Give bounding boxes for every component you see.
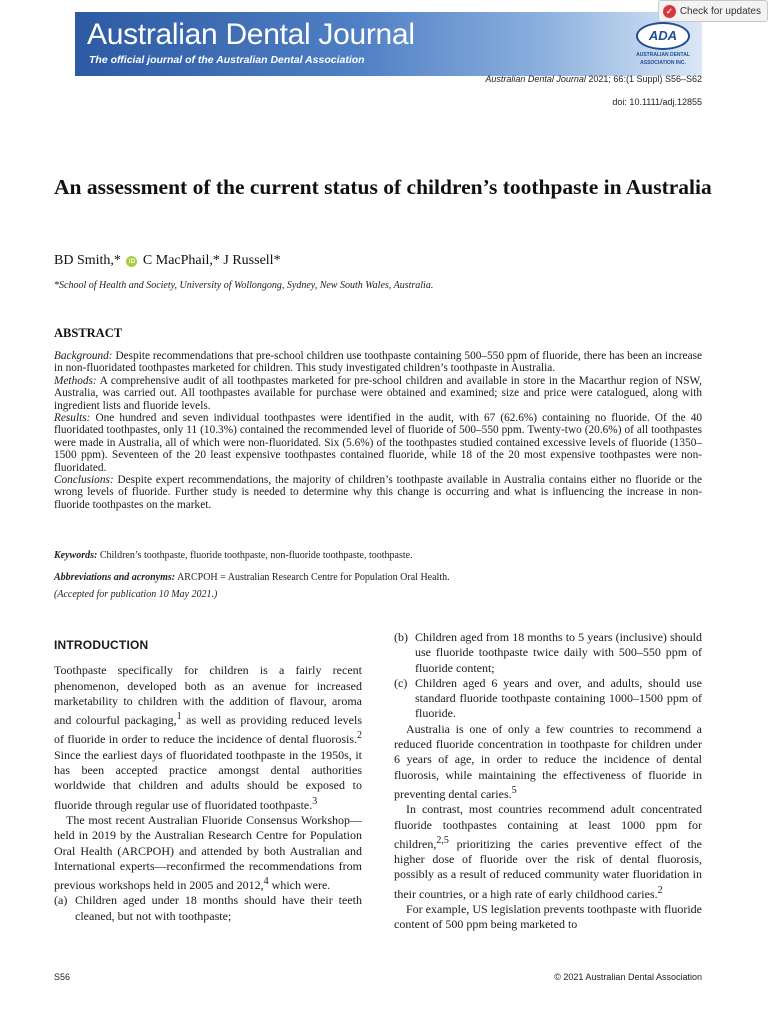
intro-p1-text-c: Since the earliest days of fluoridated toothpaste in the 1950s, it has been accepted practice amongst dental authorities worldwide that children and adults should be exposed to fluoride through regular use of fluoridated toothpaste.: [54, 747, 362, 812]
conclusions-text: Despite expert recommendations, the majority of children’s toothpaste available in Australia contains either no fluoride or the wrong levels of fluoride. Further study is needed to determine why this change is occurring and what is influencing the increase in non-fluoride toothpastes on the market.: [54, 474, 702, 511]
background-text: Despite recommendations that pre-school children use toothpaste containing 500–550 ppm of fluoride, there has been an increase in non-fluoridated toothpastes marketed for children. This study investigated children’s toothpaste in Australia.: [54, 350, 702, 375]
intro-p1-text-a: Toothpaste specifically for children is a fairly recent phenomenon, developed both as an avenue for increased marketability to children with the addition of flavour, aroma and colourful packaging,: [54, 663, 362, 728]
introduction-heading: INTRODUCTION: [54, 638, 149, 652]
author-macphail-russell[interactable]: C MacPhail,* J Russell*: [142, 253, 281, 268]
intro-paragraph-3: [394, 722, 702, 802]
check-updates-label: Check for updates: [679, 5, 761, 17]
body-column-right: [394, 630, 702, 933]
keywords: [54, 550, 702, 561]
methods-label: Methods:: [54, 374, 97, 387]
accepted-date: (Accepted for publication 10 May 2021.): [54, 589, 218, 600]
intro-p2-text-b: which were.: [268, 878, 331, 893]
page-number: S56: [54, 972, 71, 982]
intro-p4-text-a: In contrast, most countries recommend adult concentrated fluoride toothpastes containing at least 1000 ppm for children,: [394, 802, 702, 851]
journal-header-band: [75, 12, 702, 76]
keywords-text: Children’s toothpaste, fluoride toothpaste, non-fluoride toothpaste, toothpaste.: [97, 550, 413, 561]
list-marker: (b): [394, 630, 408, 644]
abstract-heading: ABSTRACT: [54, 326, 123, 340]
intro-p4-text-b: prioritizing the caries preventive effect of the higher dose of fluoride over the risk of dental fluorosis, possibly as a result of reduced community water fluoridation in their countries, or a high rate of early childhood caries.: [394, 836, 702, 901]
citation-ref[interactable]: 4: [263, 876, 269, 888]
journal-tagline: The official journal of the Australian Dental Association: [89, 54, 365, 66]
abbreviations-text: ARCPOH = Australian Research Centre for Population Oral Health.: [175, 572, 450, 583]
list-item-text: Children aged 6 years and over, and adults, should use standard fluoride toothpaste containing 1000–1500 ppm of fluoride.: [415, 675, 702, 721]
abbreviations: [54, 572, 702, 583]
ada-logo: [634, 22, 692, 66]
orcid-icon[interactable]: iD: [126, 256, 137, 267]
citation-ref[interactable]: 3: [312, 795, 318, 807]
abstract-methods: [54, 375, 702, 412]
author-list: [54, 253, 281, 269]
body-column-left: [54, 630, 362, 924]
doi-link[interactable]: doi: 10.1111/adj.12855: [612, 97, 702, 107]
citation-volume: 2021; 66:(1 Suppl) S56–S62: [585, 74, 702, 84]
journal-name: Australian Dental Journal: [87, 18, 415, 51]
ada-logo-subtitle-1: AUSTRALIAN DENTAL: [636, 52, 690, 58]
citation-journal: Australian Dental Journal: [485, 74, 586, 84]
abbreviations-label: Abbreviations and acronyms:: [54, 572, 176, 583]
keywords-label: Keywords:: [54, 550, 98, 561]
check-for-updates-button[interactable]: [658, 0, 768, 22]
ada-logo-mark: ADA: [636, 22, 690, 50]
citation-ref[interactable]: 2: [357, 730, 362, 742]
intro-p3-text: Australia is one of only a few countries to recommend a reduced fluoride concentration in toothpaste for children under 6 years of age, in order to reduce the incidence of dental fluorosis, while maintaining the effectiveness of fluoride in preventing dental caries.: [394, 721, 702, 801]
citation-ref[interactable]: 2,5: [436, 834, 449, 846]
methods-text: A comprehensive audit of all toothpastes marketed for pre-school children and available in store in the Macarthur region of NSW, Australia, was carried out. All toothpastes available for purchase were obtained and examined; size and price were catalogued, along with ingredient lists and fluoride levels.: [54, 374, 702, 412]
citation-line: [485, 74, 702, 84]
intro-paragraph-1: [54, 663, 362, 813]
recommendation-item-b: [394, 630, 702, 676]
author-affiliation: *School of Health and Society, University of Wollongong, Sydney, New South Wales, Australia.: [54, 280, 434, 291]
list-item-text: Children aged under 18 months should have their teeth cleaned, but not with toothpaste;: [75, 893, 362, 923]
abstract-results: [54, 412, 702, 474]
intro-paragraph-5: For example, US legislation prevents toothpaste with fluoride content of 500 ppm being marketed to: [394, 902, 702, 932]
intro-paragraph-2: [54, 813, 362, 893]
citation-ref[interactable]: 1: [176, 711, 182, 723]
intro-p1-text-b: as well as providing reduced levels of fluoride in order to reduce the incidence of dental fluorosis.: [54, 713, 363, 747]
recommendation-item-a: [54, 893, 362, 924]
check-updates-icon: ✓: [663, 5, 676, 18]
copyright: © 2021 Australian Dental Association: [554, 972, 702, 982]
list-marker: (a): [54, 893, 68, 908]
list-item-text: Children aged from 18 months to 5 years (inclusive) should use fluoride toothpaste twice daily with 500–550 ppm of fluoride content;: [415, 630, 702, 675]
author-smith[interactable]: BD Smith,*: [54, 253, 121, 268]
abstract-conclusions: [54, 474, 702, 511]
recommendation-item-c: [394, 676, 702, 722]
list-marker: (c): [394, 675, 408, 690]
ada-logo-subtitle-2: ASSOCIATION INC.: [640, 60, 686, 66]
citation-ref[interactable]: 5: [511, 784, 517, 796]
results-text: One hundred and seven individual toothpastes were identified in the audit, with 67 (62.6%) containing no fluoride. Of the 40 fluoridated toothpastes, only 11 (10.3%) contained the recommended level of fluoride of 500–550 ppm. Twenty-two (20.6%) of all toothpastes were made in Australia, all of which were non-fluoridated. Six (5.6%) of the toothpastes studied contained excessive levels of fluoride (1350–1500 ppm). Seventeen of the 20 least expensive toothpastes contained fluoride, while 18 of the 20 most expensive toothpastes were non-fluoridated.: [54, 412, 702, 474]
intro-p2-text-a: The most recent Australian Fluoride Consensus Workshop—held in 2019 by the Australian Research Centre for Population Oral Health (ARCPOH) and attended by both Australian and International experts—reconfirmed the recommendations from previous workshops held in 2005 and 2012,: [54, 812, 362, 893]
abstract-body: [54, 350, 702, 511]
abstract-background: [54, 350, 702, 375]
intro-paragraph-4: [394, 802, 702, 902]
results-label: Results:: [54, 412, 91, 425]
article-title: An assessment of the current status of children’s toothpaste in Australia: [54, 175, 712, 199]
background-label: Background:: [54, 350, 113, 362]
citation-ref[interactable]: 2: [657, 884, 663, 896]
conclusions-label: Conclusions:: [54, 474, 114, 487]
